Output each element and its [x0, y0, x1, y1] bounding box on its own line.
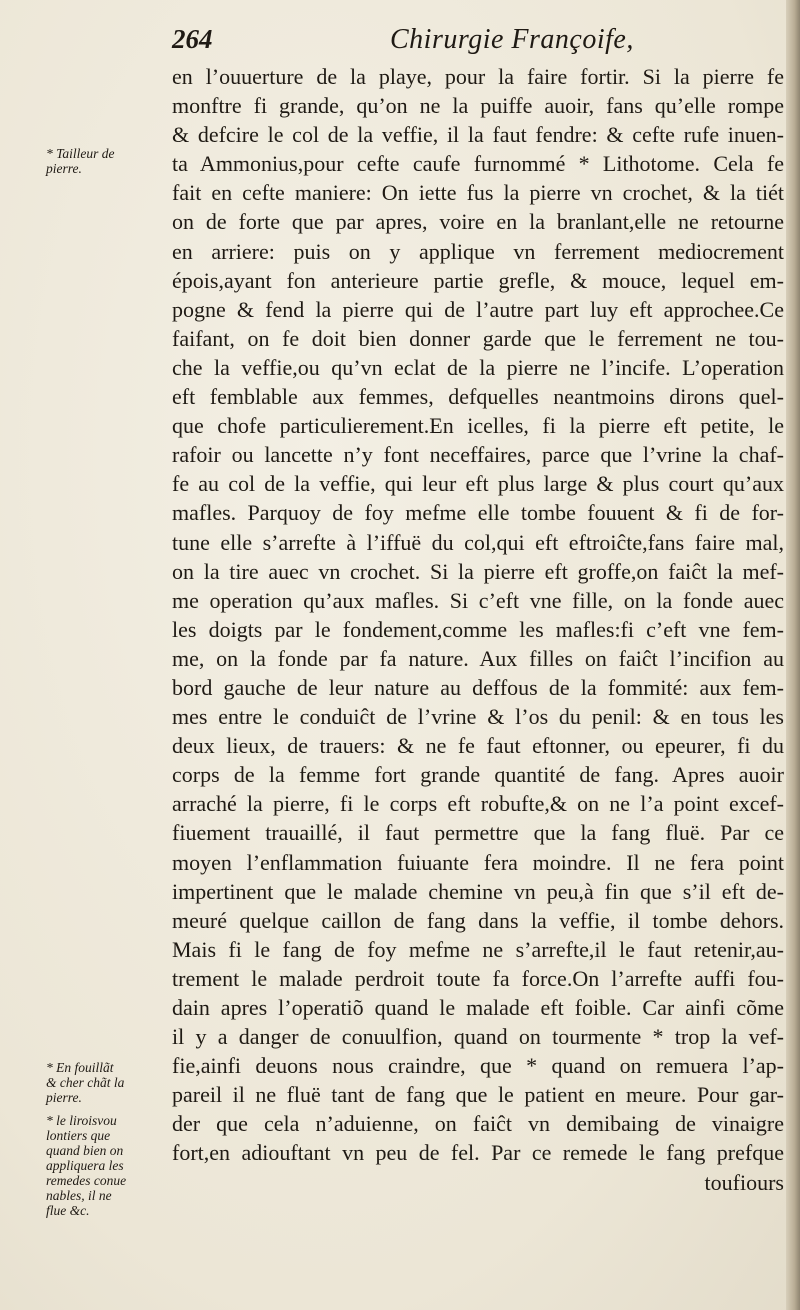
- margin-note: [46, 1113, 126, 1218]
- text-line: me operation qu’aux mafles. Si c’eft vne fille, on la fonde auec: [172, 587, 784, 613]
- text-line: fie,ainfi deuons nous craindre, que * quand on remuera l’ap-: [172, 1053, 784, 1079]
- text-line: corps de la femme fort grande quantité de fang. Apres auoir: [172, 762, 784, 788]
- text-line: arraché la pierre, fi le corps eft robufte,& on ne l’a point excef-: [172, 791, 784, 817]
- text-line: trement le malade perdroit toute fa force.On l’arrefte auffi fou-: [172, 965, 784, 991]
- text-line: meuré quelque caillon de fang dans la veffie, il tombe dehors.: [172, 907, 784, 933]
- text-line: rafoir ou lancette n’y font neceffaires, parce que l’vrine la chaf-: [172, 442, 784, 468]
- text-line: en arriere: puis on y applique vn ferrement mediocrement: [172, 238, 784, 264]
- page-number: 264: [172, 24, 213, 54]
- margin-note: [46, 146, 115, 176]
- text-line: Mais fi le fang de foy mefme ne s’arrefte,il le faut retenir,au-: [172, 936, 784, 962]
- text-line: eft femblable aux femmes, defquelles neantmoins dirons quel-: [172, 384, 784, 410]
- margin-note-line: pierre.: [46, 1090, 82, 1105]
- text-line: que chofe particulierement.En icelles, fi la pierre eft petite, le: [172, 413, 784, 439]
- catchword: toufiours: [704, 1169, 784, 1195]
- text-line: fait en cefte maniere: On iette fus la pierre vn crochet, & la tiét: [172, 180, 784, 206]
- margin-note-line: nables, il ne: [46, 1188, 112, 1203]
- text-line: & defcire le col de la veffie, il la faut fendre: & cefte rufe inuen-: [172, 122, 784, 148]
- margin-note-line: * Tailleur de: [46, 146, 115, 161]
- margin-note-line: quand bien on: [46, 1143, 124, 1158]
- margin-note-line: remedes conue: [46, 1173, 127, 1188]
- margin-note-line: appliquera les: [46, 1158, 124, 1173]
- text-line: moyen l’enflammation fuiuante fera moindre. Il ne fera point: [172, 849, 784, 875]
- margin-note: [46, 1060, 124, 1105]
- margin-note-line: * le liroisvou: [46, 1113, 117, 1128]
- text-line: me, on la fonde par fa nature. Aux filles on faiĉt l’incifion au: [172, 645, 784, 671]
- text-line: monftre fi grande, qu’on ne la puiffe auoir, fans qu’elle rompe: [172, 93, 784, 119]
- text-line: les doigts par le fondement,comme les mafles:fi c’eft vne fem-: [172, 616, 784, 642]
- text-line: épois,ayant fon anterieure partie grefle, & mouce, lequel em-: [172, 267, 784, 293]
- text-line: pogne & fend la pierre qui de l’autre part luy eft approchee.Ce: [172, 296, 784, 322]
- margin-note-line: pierre.: [46, 161, 82, 176]
- margin-note-line: flue &c.: [46, 1203, 90, 1218]
- text-line: fort,en adiouftant vn peu de fel. Par ce remede le fang prefque: [172, 1140, 784, 1166]
- text-line: fiuement trauaillé, il faut permettre que la fang fluë. Par ce: [172, 820, 784, 846]
- main-text-block: [172, 62, 784, 1197]
- text-line: deux lieux, de trauers: & ne fe faut eftonner, ou epeurer, fi du: [172, 733, 784, 759]
- margin-note-line: & cher chãt la: [46, 1075, 125, 1090]
- text-line: il y a danger de conuulfion, quand on tourmente * trop la vef-: [172, 1024, 784, 1050]
- text-line: der que cela n’aduienne, on faiĉt vn demibaing de vinaigre: [172, 1111, 784, 1137]
- text-line: tune elle s’arrefte à l’iffuë du col,qui eft eftroiĉte,fans faire mal,: [172, 529, 784, 555]
- text-line: faifant, on fe doit bien donner garde que le ferrement ne tou-: [172, 325, 784, 351]
- text-line: che la veffie,ou qu’vn eclat de la pierre ne l’incife. L’operation: [172, 354, 784, 380]
- page-edge-shadow: [786, 0, 800, 1310]
- text-line: mafles. Parquoy de foy mefme elle tombe fouuent & fi de for-: [172, 500, 784, 526]
- text-line: en l’ouuerture de la playe, pour la faire fortir. Si la pierre fe: [172, 64, 784, 89]
- text-line: mes entre le conduiĉt de l’vrine & l’os du penil: & en tous les: [172, 704, 784, 730]
- margin-note-line: * En fouillãt: [46, 1060, 114, 1075]
- margin-note-line: lontiers que: [46, 1128, 111, 1143]
- text-line: fe au col de la veffie, qui leur eft plus large & plus court qu’aux: [172, 471, 784, 497]
- text-line: ta Ammonius,pour cefte caufe furnommé * Lithotome. Cela fe: [172, 151, 784, 177]
- text-line: dain apres l’operatiõ quand le malade eft foible. Car ainfi cõme: [172, 995, 784, 1020]
- text-line: bord gauche de leur nature au deffous de la fommité: aux fem-: [172, 674, 784, 700]
- text-line: impertinent que le malade chemine vn peu,à fin que s’il eft de-: [172, 878, 784, 904]
- text-line: pareil il ne fluë tant de fang que le patient en meure. Pour gar-: [172, 1082, 784, 1108]
- text-line: on de forte que par apres, voire en la branlant,elle ne retourne: [172, 209, 784, 235]
- text-line: on la tire auec vn crochet. Si la pierre eft groffe,on faiĉt la mef-: [172, 558, 784, 584]
- running-title: Chirurgie Françoife,: [390, 24, 634, 55]
